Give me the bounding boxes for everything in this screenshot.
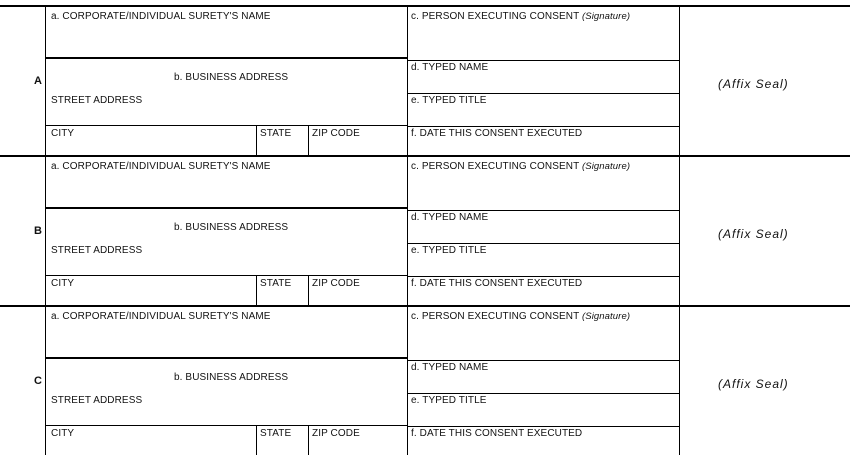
surety-name-label: a. CORPORATE/INDIVIDUAL SURETY'S NAME bbox=[51, 311, 271, 322]
typed-name-field[interactable] bbox=[410, 74, 680, 93]
state-field[interactable] bbox=[259, 290, 309, 305]
signature-label bbox=[411, 161, 630, 172]
letter-column-divider bbox=[45, 5, 46, 155]
state-label: STATE bbox=[260, 428, 292, 439]
letter-column-divider bbox=[45, 305, 46, 455]
signature-hint: (Signature) bbox=[582, 161, 631, 172]
street-address-label: STREET ADDRESS bbox=[51, 245, 143, 256]
block-letter: C bbox=[34, 375, 42, 387]
typed-title-field[interactable] bbox=[410, 107, 680, 126]
typed-name-label: d. TYPED NAME bbox=[411, 62, 489, 73]
signature-hint: (Signature) bbox=[582, 311, 631, 322]
typed-title-label: e. TYPED TITLE bbox=[411, 395, 487, 406]
signature-label-text: c. PERSON EXECUTING CONSENT bbox=[411, 161, 580, 172]
zip-code-label: ZIP CODE bbox=[312, 428, 360, 439]
signature-label bbox=[411, 311, 630, 322]
surety-name-field[interactable] bbox=[48, 23, 408, 57]
typed-title-underline bbox=[407, 126, 679, 127]
surety-name-label: a. CORPORATE/INDIVIDUAL SURETY'S NAME bbox=[51, 11, 271, 22]
zip-code-field[interactable] bbox=[311, 290, 408, 305]
state-label: STATE bbox=[260, 278, 292, 289]
signature-label bbox=[411, 11, 630, 22]
typed-title-underline bbox=[407, 276, 679, 277]
signature-field[interactable] bbox=[410, 23, 680, 57]
typed-title-underline bbox=[407, 426, 679, 427]
signature-field[interactable] bbox=[410, 173, 680, 207]
date-executed-label: f. DATE THIS CONSENT EXECUTED bbox=[411, 128, 583, 139]
street-address-underline bbox=[45, 425, 407, 426]
zip-code-field[interactable] bbox=[311, 440, 408, 455]
affix-seal-label: (Affix Seal) bbox=[718, 77, 789, 91]
city-field[interactable] bbox=[48, 140, 256, 155]
zip-code-label: ZIP CODE bbox=[312, 128, 360, 139]
street-address-field[interactable] bbox=[48, 257, 408, 275]
signature-hint: (Signature) bbox=[582, 11, 631, 22]
business-address-label: b. BUSINESS ADDRESS bbox=[174, 72, 289, 83]
city-state-divider bbox=[256, 275, 257, 305]
typed-name-underline bbox=[407, 243, 679, 244]
city-state-divider bbox=[256, 125, 257, 155]
typed-name-field[interactable] bbox=[410, 374, 680, 393]
typed-name-underline bbox=[407, 393, 679, 394]
business-address-label: b. BUSINESS ADDRESS bbox=[174, 372, 289, 383]
surety-name-underline bbox=[45, 207, 407, 209]
state-field[interactable] bbox=[259, 440, 309, 455]
street-address-field[interactable] bbox=[48, 407, 408, 425]
typed-name-label: d. TYPED NAME bbox=[411, 362, 489, 373]
signature-underline bbox=[407, 360, 679, 361]
typed-title-field[interactable] bbox=[410, 257, 680, 276]
letter-column-divider bbox=[45, 155, 46, 305]
surety-name-underline bbox=[45, 357, 407, 359]
typed-name-label: d. TYPED NAME bbox=[411, 212, 489, 223]
city-state-divider bbox=[256, 425, 257, 455]
block-letter: A bbox=[34, 75, 42, 87]
signature-label-text: c. PERSON EXECUTING CONSENT bbox=[411, 311, 580, 322]
signature-field[interactable] bbox=[410, 323, 680, 357]
block-top-border bbox=[0, 155, 850, 157]
street-address-underline bbox=[45, 275, 407, 276]
city-label: CITY bbox=[51, 278, 75, 289]
city-label: CITY bbox=[51, 428, 75, 439]
street-address-underline bbox=[45, 125, 407, 126]
surety-name-field[interactable] bbox=[48, 173, 408, 207]
surety-name-field[interactable] bbox=[48, 323, 408, 357]
affix-seal-label: (Affix Seal) bbox=[718, 227, 789, 241]
signature-underline bbox=[407, 60, 679, 61]
typed-name-field[interactable] bbox=[410, 224, 680, 243]
surety-name-underline bbox=[45, 57, 407, 59]
block-top-border bbox=[0, 305, 850, 307]
affix-seal-label: (Affix Seal) bbox=[718, 377, 789, 391]
surety-block bbox=[0, 305, 850, 455]
state-label: STATE bbox=[260, 128, 292, 139]
surety-block bbox=[0, 155, 850, 305]
state-field[interactable] bbox=[259, 140, 309, 155]
date-executed-field[interactable] bbox=[410, 140, 680, 155]
signature-label-text: c. PERSON EXECUTING CONSENT bbox=[411, 11, 580, 22]
surety-block bbox=[0, 5, 850, 155]
zip-code-label: ZIP CODE bbox=[312, 278, 360, 289]
business-address-label: b. BUSINESS ADDRESS bbox=[174, 222, 289, 233]
typed-title-label: e. TYPED TITLE bbox=[411, 95, 487, 106]
date-executed-field[interactable] bbox=[410, 290, 680, 305]
street-address-label: STREET ADDRESS bbox=[51, 395, 143, 406]
date-executed-label: f. DATE THIS CONSENT EXECUTED bbox=[411, 278, 583, 289]
block-letter: B bbox=[34, 225, 42, 237]
signature-underline bbox=[407, 210, 679, 211]
typed-title-label: e. TYPED TITLE bbox=[411, 245, 487, 256]
date-executed-field[interactable] bbox=[410, 440, 680, 455]
block-top-border bbox=[0, 5, 850, 7]
street-address-field[interactable] bbox=[48, 107, 408, 125]
city-label: CITY bbox=[51, 128, 75, 139]
date-executed-label: f. DATE THIS CONSENT EXECUTED bbox=[411, 428, 583, 439]
surety-name-label: a. CORPORATE/INDIVIDUAL SURETY'S NAME bbox=[51, 161, 271, 172]
street-address-label: STREET ADDRESS bbox=[51, 95, 143, 106]
typed-name-underline bbox=[407, 93, 679, 94]
zip-code-field[interactable] bbox=[311, 140, 408, 155]
typed-title-field[interactable] bbox=[410, 407, 680, 426]
city-field[interactable] bbox=[48, 440, 256, 455]
city-field[interactable] bbox=[48, 290, 256, 305]
